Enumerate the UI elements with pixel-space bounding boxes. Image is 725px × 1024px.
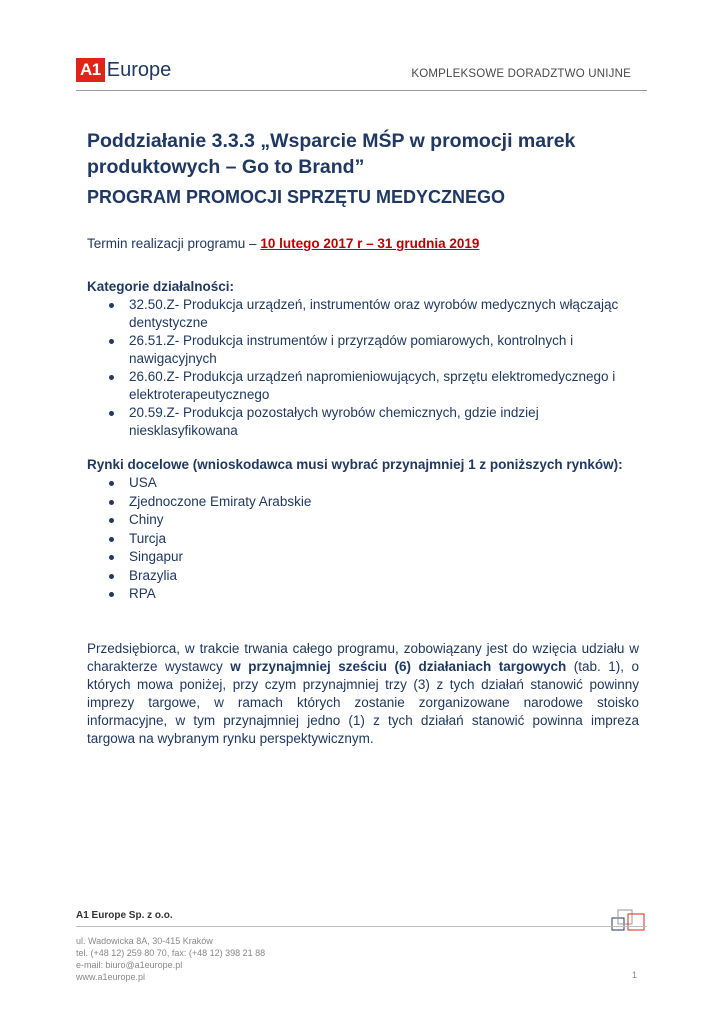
categories-heading: Kategorie działalności: bbox=[87, 279, 235, 294]
list-item: Turcja bbox=[87, 530, 639, 549]
document-title: Poddziałanie 3.3.3 „Wsparcie MŚP w promocji marek produktowych – Go to Brand” bbox=[87, 130, 576, 178]
list-item: 26.60.Z- Produkcja urządzeń napromieniowujących, sprzętu elektromedycznego i elektroterapeutycznego bbox=[87, 368, 639, 404]
footer-email[interactable]: e-mail: biuro@a1europe.pl bbox=[76, 960, 183, 970]
program-term bbox=[87, 234, 639, 254]
footer-divider bbox=[76, 926, 647, 927]
obligation-paragraph bbox=[87, 640, 639, 748]
document-body bbox=[87, 128, 639, 761]
markets-heading: Rynki docelowe (wnioskodawca musi wybrać przynajmniej 1 z poniższych rynków): bbox=[87, 457, 623, 472]
footer-logo-squares-icon bbox=[610, 906, 650, 936]
footer-company: A1 Europe Sp. z o.o. bbox=[76, 910, 173, 921]
list-item: Singapur bbox=[87, 548, 639, 567]
list-item: 20.59.Z- Produkcja pozostałych wyrobów chemicznych, gdzie indziej niesklasyfikowana bbox=[87, 404, 639, 440]
document-subtitle: PROGRAM PROMOCJI SPRZĘTU MEDYCZNEGO bbox=[87, 187, 506, 207]
list-item: Chiny bbox=[87, 511, 639, 530]
list-item: Zjednoczone Emiraty Arabskie bbox=[87, 493, 639, 512]
footer-phone: tel. (+48 12) 259 80 70, fax: (+48 12) 398 21 88 bbox=[76, 948, 266, 958]
logo-text: Europe bbox=[106, 59, 172, 81]
categories-list bbox=[87, 296, 639, 440]
page-number: 1 bbox=[631, 970, 637, 980]
logo-mark: A1 bbox=[76, 58, 105, 82]
paragraph-bold: w przynajmniej sześciu (6) działaniach targowych bbox=[230, 658, 567, 674]
header-tagline: KOMPLEKSOWE DORADZTWO UNIJNE bbox=[411, 68, 631, 80]
paragraph-part-1: Przedsiębiorca, w trakcie trwania całego programu, zobowiązany jest do wzięcia udziału w charakterze wystawcy bbox=[87, 640, 639, 674]
paragraph-part-2: (tab. 1), o których mowa poniżej, przy czym przynajmniej trzy (3) z tych działań stanowić powinny imprezy targowe, w ramach których zostanie zorganizowane narodowe stoisko informacyjne, w tym przynajmniej jedno (1) z tych działań stanowić powinna impreza targowa na wybranym rynku perspektywicznym. bbox=[87, 658, 640, 746]
markets-list bbox=[87, 474, 639, 604]
footer-contact bbox=[76, 935, 265, 983]
list-item: 32.50.Z- Produkcja urządzeń, instrumentów oraz wyrobów medycznych włączając dentystyczne bbox=[87, 296, 639, 332]
term-dates: 10 lutego 2017 r – 31 grudnia 2019 bbox=[260, 236, 480, 251]
company-logo bbox=[76, 58, 171, 82]
header-divider bbox=[76, 90, 647, 91]
list-item: 26.51.Z- Produkcja instrumentów i przyrządów pomiarowych, kontrolnych i nawigacyjnych bbox=[87, 332, 639, 368]
list-item: RPA bbox=[87, 585, 639, 604]
footer-address: ul. Wadowicka 8A, 30-415 Kraków bbox=[76, 936, 213, 946]
term-label: Termin realizacji programu – bbox=[87, 236, 261, 251]
footer-website[interactable]: www.a1europe.pl bbox=[76, 972, 146, 982]
list-item: Brazylia bbox=[87, 567, 639, 586]
list-item: USA bbox=[87, 474, 639, 493]
